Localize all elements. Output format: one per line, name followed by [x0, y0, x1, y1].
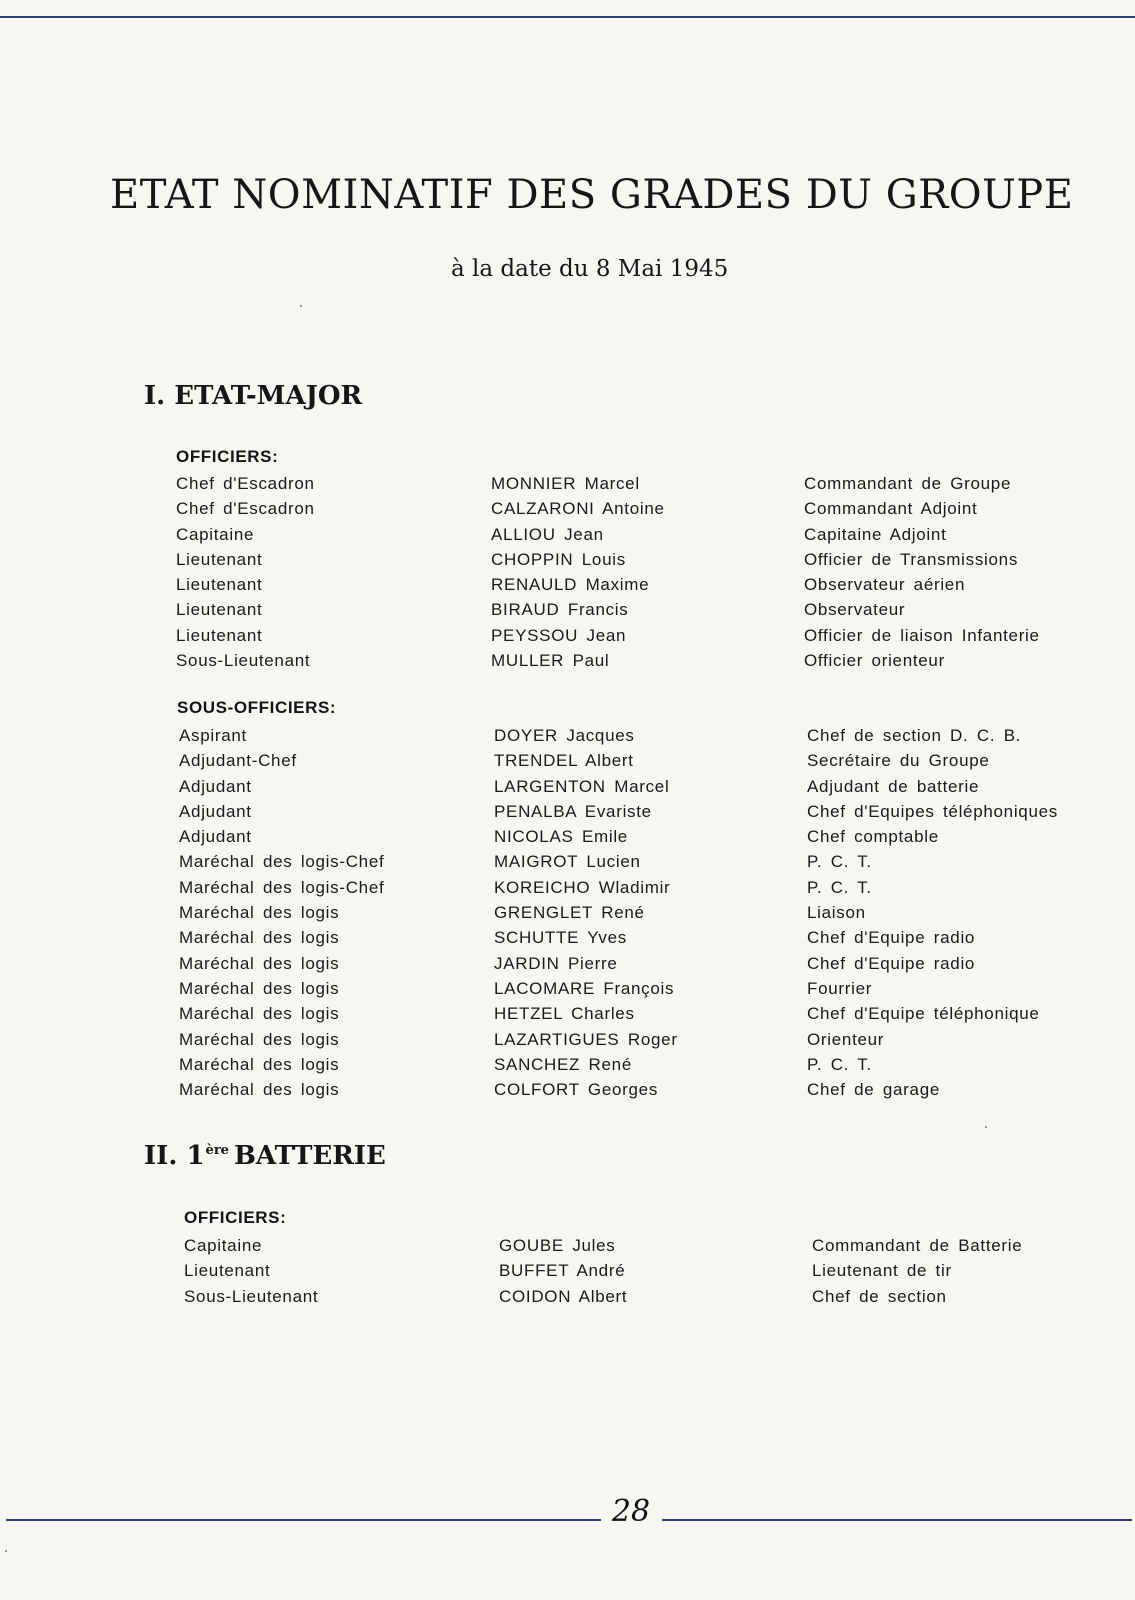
group-heading-sous-officiers: SOUS-OFFICIERS:	[177, 698, 337, 717]
roster-row	[176, 474, 1135, 499]
section-number: II.	[144, 1141, 178, 1171]
roster-row	[176, 626, 1135, 651]
section-title: ETAT-MAJOR	[174, 381, 363, 411]
rank-cell: Maréchal des logis	[179, 1004, 340, 1024]
name-cell: RENAULD Maxime	[491, 575, 650, 595]
rank-cell: Maréchal des logis	[179, 953, 340, 973]
role-cell: Chef de garage	[807, 1080, 940, 1100]
rank-cell: Maréchal des logis	[179, 1029, 340, 1049]
name-cell: KOREICHO Wladimir	[494, 877, 671, 897]
roster-row	[179, 1055, 1135, 1080]
name-cell: TRENDEL Albert	[494, 751, 634, 771]
name-cell: MULLER Paul	[491, 651, 610, 671]
roster-row	[184, 1287, 1135, 1312]
rank-cell: Capitaine	[184, 1236, 263, 1255]
roster-row	[179, 979, 1135, 1004]
role-cell: P. C. T.	[807, 877, 872, 897]
rank-cell: Adjudant	[179, 801, 252, 821]
rank-cell: Lieutenant	[176, 549, 263, 569]
name-cell: LACOMARE François	[494, 978, 675, 998]
rank-cell: Maréchal des logis-Chef	[179, 877, 385, 897]
rank-cell: Maréchal des logis	[179, 1080, 340, 1100]
rank-cell: Adjudant	[179, 776, 252, 796]
roster-row	[176, 550, 1135, 575]
rank-cell: Maréchal des logis	[179, 978, 340, 998]
roster-row	[184, 1261, 1135, 1286]
name-cell: CALZARONI Antoine	[491, 499, 665, 519]
bottom-rule-right	[662, 1519, 1132, 1521]
section-heading-1ere-batterie	[144, 1141, 386, 1171]
rank-cell: Sous-Lieutenant	[176, 651, 311, 671]
roster-row	[179, 928, 1135, 953]
page-title: ETAT NOMINATIF DES GRADES DU GROUPE	[110, 172, 1074, 218]
role-cell: Observateur aérien	[804, 575, 966, 595]
role-cell: Commandant Adjoint	[804, 499, 978, 519]
roster-row	[176, 525, 1135, 550]
roster-row	[179, 1004, 1135, 1029]
roster-row	[179, 1080, 1135, 1105]
section-number: I.	[144, 381, 166, 411]
roster-row	[179, 751, 1135, 776]
role-cell: Fourrier	[807, 978, 873, 998]
roster-row	[176, 651, 1135, 676]
role-cell: Adjudant de batterie	[807, 776, 980, 796]
roster-row	[176, 600, 1135, 625]
name-cell: ALLIOU Jean	[491, 524, 604, 544]
rank-cell: Maréchal des logis	[179, 1054, 340, 1074]
name-cell: LARGENTON Marcel	[494, 776, 670, 796]
name-cell: JARDIN Pierre	[494, 953, 618, 973]
role-cell: Officier orienteur	[804, 651, 945, 671]
page-subtitle: à la date du 8 Mai 1945	[451, 256, 729, 282]
name-cell: CHOPPIN Louis	[491, 549, 626, 569]
roster-row	[184, 1236, 1135, 1261]
role-cell: Commandant de Batterie	[812, 1236, 1023, 1255]
roster-row	[179, 802, 1135, 827]
rank-cell: Aspirant	[179, 726, 247, 745]
name-cell: BIRAUD Francis	[491, 600, 629, 620]
role-cell: Chef d'Equipe téléphonique	[807, 1004, 1040, 1024]
name-cell: MONNIER Marcel	[491, 474, 640, 493]
rank-cell: Capitaine	[176, 524, 255, 544]
rank-cell: Lieutenant	[176, 575, 263, 595]
roster-etat-major-officiers	[176, 474, 1135, 676]
name-cell: HETZEL Charles	[494, 1004, 635, 1024]
rank-cell: Chef d'Escadron	[176, 499, 315, 519]
role-cell: P. C. T.	[807, 1054, 872, 1074]
roster-row	[179, 726, 1135, 751]
roster-row	[179, 878, 1135, 903]
rank-cell: Maréchal des logis	[179, 903, 340, 923]
roster-batterie-officiers	[184, 1236, 1135, 1312]
rank-cell: Adjudant-Chef	[179, 751, 297, 771]
roster-row	[179, 954, 1135, 979]
rank-cell: Lieutenant	[184, 1261, 271, 1281]
section-ordinal: 1	[186, 1141, 205, 1171]
name-cell: SANCHEZ René	[494, 1054, 632, 1074]
group-heading-officiers: OFFICIERS:	[176, 447, 279, 466]
name-cell: DOYER Jacques	[494, 726, 635, 745]
roster-row	[176, 499, 1135, 524]
role-cell: Lieutenant de tir	[812, 1261, 952, 1281]
role-cell: Chef d'Equipe radio	[807, 953, 976, 973]
role-cell: Orienteur	[807, 1029, 885, 1049]
roster-row	[179, 852, 1135, 877]
section-ordinal-superscript: ère	[205, 1143, 229, 1158]
name-cell: SCHUTTE Yves	[494, 928, 627, 948]
roster-row	[179, 777, 1135, 802]
section-heading-etat-major	[144, 381, 362, 411]
name-cell: BUFFET André	[499, 1261, 626, 1281]
rank-cell: Chef d'Escadron	[176, 474, 315, 493]
top-rule	[0, 16, 1135, 18]
paper-speck	[5, 1550, 7, 1552]
name-cell: MAIGROT Lucien	[494, 852, 641, 872]
role-cell: Officier de Transmissions	[804, 549, 1019, 569]
name-cell: GOUBE Jules	[499, 1236, 616, 1255]
role-cell: Secrétaire du Groupe	[807, 751, 990, 771]
rank-cell: Lieutenant	[176, 625, 263, 645]
role-cell: Capitaine Adjoint	[804, 524, 947, 544]
bottom-rule-left	[6, 1519, 601, 1521]
rank-cell: Maréchal des logis	[179, 928, 340, 948]
section-title: BATTERIE	[233, 1141, 386, 1171]
role-cell: P. C. T.	[807, 852, 872, 872]
rank-cell: Lieutenant	[176, 600, 263, 620]
paper-speck	[985, 1126, 987, 1128]
role-cell: Officier de liaison Infanterie	[804, 625, 1040, 645]
rank-cell: Sous-Lieutenant	[184, 1286, 319, 1306]
rank-cell: Maréchal des logis-Chef	[179, 852, 385, 872]
roster-row	[176, 575, 1135, 600]
page-number: 28	[611, 1494, 651, 1529]
name-cell: COIDON Albert	[499, 1286, 628, 1306]
role-cell: Chef de section	[812, 1286, 947, 1306]
role-cell: Chef d'Equipes téléphoniques	[807, 801, 1058, 821]
roster-row	[179, 1030, 1135, 1055]
name-cell: GRENGLET René	[494, 903, 645, 923]
role-cell: Chef de section D. C. B.	[807, 726, 1022, 745]
role-cell: Commandant de Groupe	[804, 474, 1012, 493]
name-cell: PEYSSOU Jean	[491, 625, 627, 645]
roster-row	[179, 903, 1135, 928]
name-cell: PENALBA Evariste	[494, 801, 652, 821]
rank-cell: Adjudant	[179, 827, 252, 847]
role-cell: Chef d'Equipe radio	[807, 928, 976, 948]
role-cell: Observateur	[804, 600, 906, 620]
role-cell: Liaison	[807, 903, 866, 923]
role-cell: Chef comptable	[807, 827, 939, 847]
roster-row	[179, 827, 1135, 852]
name-cell: LAZARTIGUES Roger	[494, 1029, 678, 1049]
roster-etat-major-sous-officiers	[179, 726, 1135, 1105]
name-cell: COLFORT Georges	[494, 1080, 659, 1100]
group-heading-officiers: OFFICIERS:	[184, 1208, 287, 1227]
paper-speck	[300, 305, 302, 307]
name-cell: NICOLAS Emile	[494, 827, 628, 847]
